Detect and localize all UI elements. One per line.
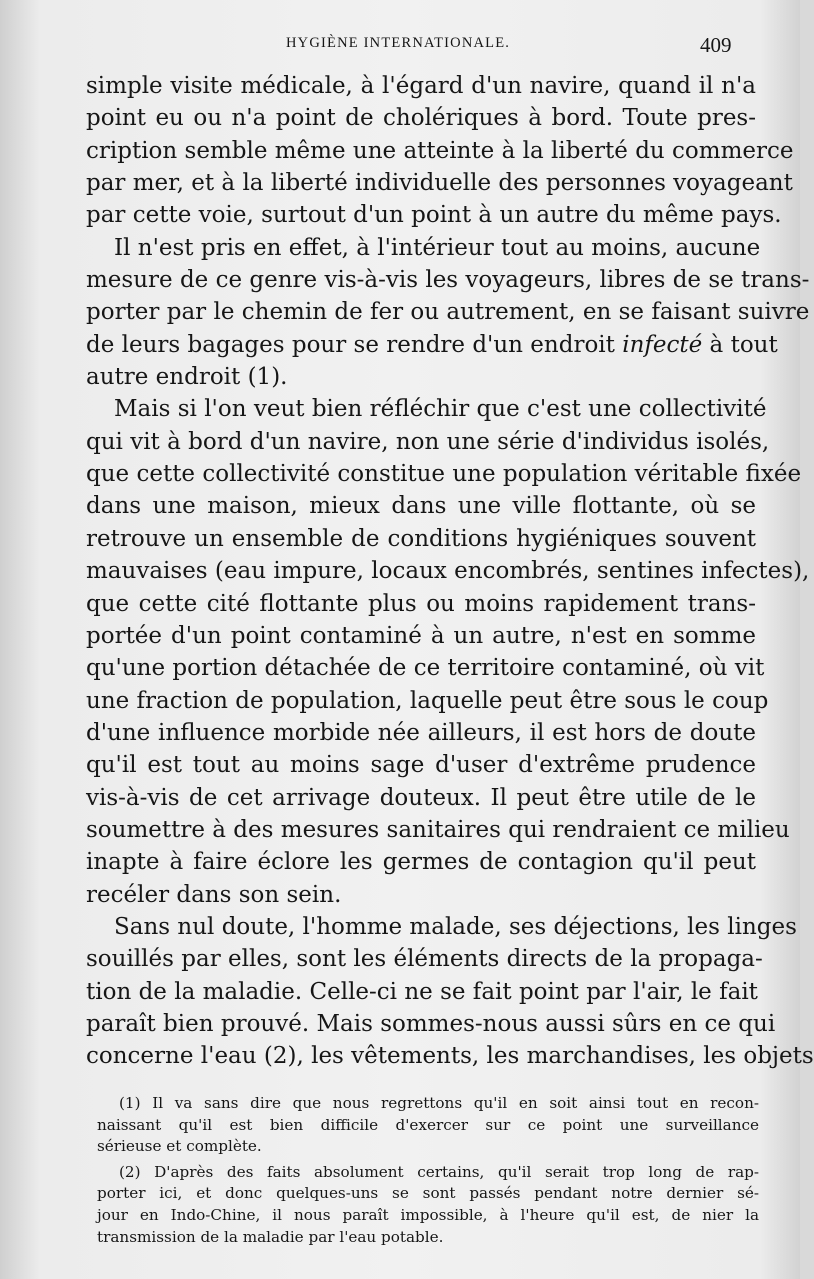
text-line: recéler dans son sein. <box>86 881 342 908</box>
page-header <box>0 33 800 63</box>
paragraph <box>86 70 794 232</box>
text-line: retrouve un ensemble de conditions hygiéniques souvent <box>86 525 756 552</box>
text-line: autre endroit (1). <box>86 364 288 391</box>
emphasized-word: infecté <box>622 331 703 358</box>
text-line: qu'il est tout au moins sage d'user d'extrême prudence <box>86 752 756 779</box>
text-line: d'une influence morbide née ailleurs, il est hors de doute <box>86 719 756 746</box>
text-line: cription semble même une atteinte à la liberté du commerce <box>86 137 794 164</box>
text-line: soumettre à des mesures sanitaires qui rendraient ce milieu <box>86 816 790 843</box>
text-line: tion de la maladie. Celle-ci ne se fait point par l'air, le fait <box>86 978 758 1005</box>
paragraph <box>86 911 814 1073</box>
footnote-line: transmission de la maladie par l'eau potable. <box>97 1227 444 1246</box>
footnote-line: porter ici, et donc quelques-uns se sont passés pendant notre dernier sé- <box>97 1184 759 1203</box>
text-line: par cette voie, surtout d'un point à un autre du même pays. <box>86 202 782 229</box>
footnote-line: jour en Indo-Chine, il nous paraît impossible, à l'heure qu'il est, de nier la <box>97 1205 759 1224</box>
text-line: par mer, et à la liberté individuelle des personnes voyageant <box>86 170 793 197</box>
text-line: porter par le chemin de fer ou autrement, en se faisant suivre <box>86 299 810 326</box>
text-line: vis-à-vis de cet arrivage douteux. Il peut être utile de le <box>86 784 756 811</box>
footnote-2 <box>97 1162 759 1248</box>
text-line: Sans nul doute, l'homme malade, ses déjections, les linges <box>114 913 797 940</box>
body-text <box>86 70 814 1073</box>
text-line: dans une maison, mieux dans une ville flottante, où se <box>86 493 756 520</box>
text-line: mesure de ce genre vis-à-vis les voyageurs, libres de se trans- <box>86 267 810 294</box>
footnote-1 <box>97 1093 759 1158</box>
text-line: Il n'est pris en effet, à l'intérieur tout au moins, aucune <box>114 234 761 261</box>
paragraph <box>86 393 810 911</box>
footnote-line: (1) Il va sans dire que nous regrettons qu'il en soit ainsi tout en recon- <box>119 1094 759 1112</box>
text-line: point eu ou n'a point de cholériques à bord. Toute pres- <box>86 105 756 132</box>
text-line: inapte à faire éclore les germes de contagion qu'il peut <box>86 849 756 876</box>
text-line: paraît bien prouvé. Mais sommes-nous aussi sûrs en ce qui <box>86 1010 776 1037</box>
text-line: de leurs bagages pour se rendre d'un endroit infecté à tout <box>86 331 778 358</box>
text-line: une fraction de population, laquelle peut être sous le coup <box>86 687 769 714</box>
text-line: souillés par elles, sont les éléments directs de la propaga- <box>86 946 763 973</box>
text-line: Mais si l'on veut bien réfléchir que c'est une collectivité <box>114 396 767 423</box>
text-line: portée d'un point contaminé à un autre, n'est en somme <box>86 622 756 649</box>
text-line: que cette collectivité constitue une population véritable fixée <box>86 461 802 488</box>
text-line: que cette cité flottante plus ou moins rapidement trans- <box>86 590 756 617</box>
text-line: qui vit à bord d'un navire, non une série d'individus isolés, <box>86 428 770 455</box>
text-line: concerne l'eau (2), les vêtements, les marchandises, les objets <box>86 1043 814 1070</box>
footnotes <box>97 1093 759 1248</box>
text-line: qu'une portion détachée de ce territoire contaminé, où vit <box>86 655 765 682</box>
footnote-line: naissant qu'il est bien difficile d'exercer sur ce point une surveillance <box>97 1115 759 1134</box>
text-line: simple visite médicale, à l'égard d'un navire, quand il n'a <box>86 73 756 99</box>
text-line: mauvaises (eau impure, locaux encombrés, sentines infectes), <box>86 558 810 585</box>
footnote-line: (2) D'après des faits absolument certains, qu'il serait trop long de rap- <box>119 1162 759 1181</box>
footnote-line: sérieuse et complète. <box>97 1137 262 1156</box>
page-number: 409 <box>700 33 732 57</box>
running-head: HYGIÈNE INTERNATIONALE. <box>286 35 511 51</box>
paragraph <box>86 232 810 394</box>
